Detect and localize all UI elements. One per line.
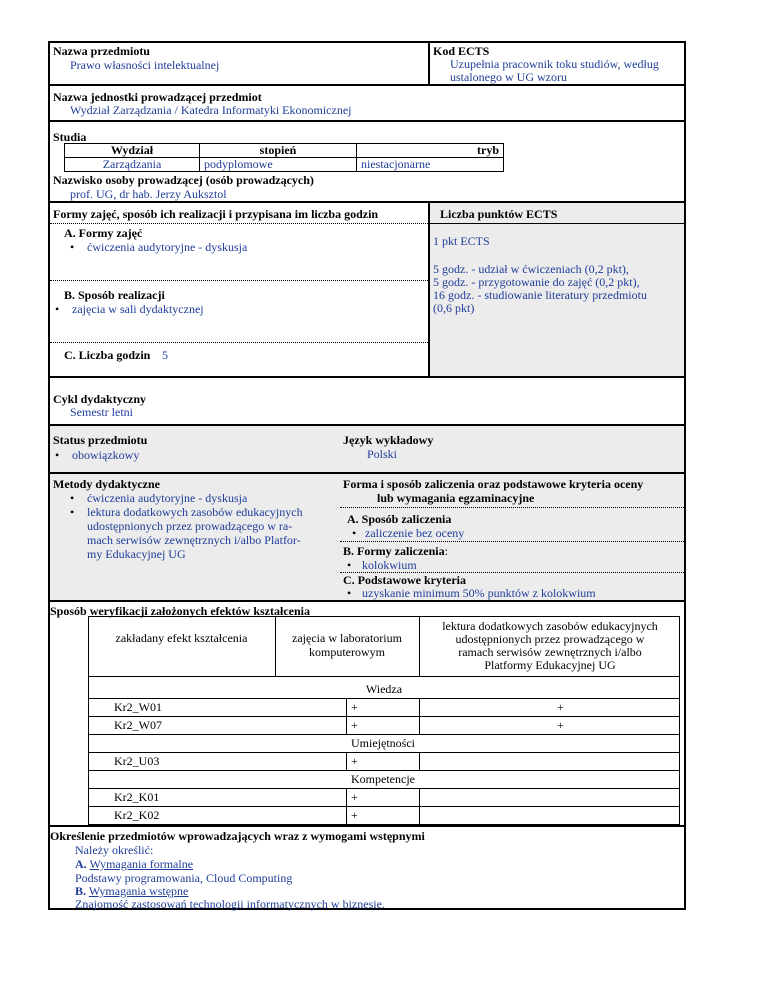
- row-code: Kr2_K01: [114, 790, 160, 804]
- forma-zal-a-item: zaliczenie bez oceny: [365, 526, 465, 540]
- bullet-icon: •: [70, 240, 75, 254]
- bullet-icon: •: [347, 586, 352, 600]
- status-value: obowiązkowy: [72, 448, 140, 462]
- punkty-line-4: (0,6 pkt): [433, 301, 475, 315]
- studia-header-wydzial: Wydział: [65, 144, 200, 158]
- formy-c-value: 5: [162, 348, 168, 362]
- weryfikacja-col1-header: zakładany efekt kształcenia: [115, 631, 248, 645]
- cykl-value: Semestr letni: [70, 405, 133, 419]
- studia-header-stopien: stopień: [200, 144, 357, 158]
- weryfikacja-col3-header-3: ramach serwisów zewnętrznych i/albo: [458, 645, 642, 659]
- prowadzacy-value: prof. UG, dr hab. Jerzy Auksztol: [70, 187, 227, 201]
- weryfikacja-col3-header-2: udostępnionych przez prowadzącego w: [455, 632, 645, 646]
- row-c3: +: [557, 700, 564, 714]
- forma-zal-b-label: B. Formy zaliczenia: [343, 544, 445, 558]
- przedmiot-value: Prawo własności intelektualnej: [70, 58, 220, 72]
- jednostka-label: Nazwa jednostki prowadzącej przedmiot: [53, 90, 262, 104]
- section-wiedza: Wiedza: [365, 682, 403, 696]
- row-code: Kr2_K02: [114, 808, 160, 822]
- punkty-line-2: 5 godz. - przygotowanie do zajęć (0,2 pkt),: [433, 275, 640, 289]
- row-c2: +: [351, 718, 358, 732]
- punkty-line-3: 16 godz. - studiowanie literatury przedmiotu: [433, 288, 647, 302]
- formy-c-label: C. Liczba godzin: [64, 348, 151, 362]
- wprowadzajace-b-prefix: B.: [75, 884, 87, 898]
- section-umiejetnosci: Umiejętności: [351, 736, 415, 750]
- ects-code-value-2: ustalonego w UG wzoru: [450, 70, 567, 84]
- punkty-line-1: 5 godz. - udział w ćwiczeniach (0,2 pkt),: [433, 262, 629, 276]
- forma-zal-b-colon: :: [444, 544, 448, 558]
- bullet-icon: •: [55, 302, 60, 316]
- ects-code-value-1: Uzupełnia pracownik toku studiów, według: [450, 57, 659, 71]
- metody-item-1: ćwiczenia audytoryjne - dyskusja: [87, 491, 248, 505]
- wprowadzajace-b: [75, 884, 188, 898]
- punkty-value: 1 pkt ECTS: [433, 234, 490, 248]
- jednostka-value: Wydział Zarządzania / Katedra Informatyki Ekonomicznej: [70, 103, 352, 117]
- wprowadzajace-b-value: Znajomość zastosowań technologii informatycznych w biznesie.: [75, 897, 385, 911]
- row-c2: +: [351, 700, 358, 714]
- forma-zal-b-label-wrap: [343, 544, 448, 558]
- formy-a-label: A. Formy zajęć: [64, 226, 143, 240]
- jezyk-label: Język wykładowy: [343, 433, 434, 447]
- bullet-icon: •: [55, 448, 60, 462]
- row-code: Kr2_W01: [114, 700, 162, 714]
- forma-zal-c-item: uzyskanie minimum 50% punktów z kolokwium: [362, 586, 596, 600]
- row-code: Kr2_W07: [114, 718, 162, 732]
- row-c2: +: [351, 754, 358, 768]
- ects-code-label: Kod ECTS: [433, 44, 490, 58]
- studia-value-wydzial: Zarządzania: [65, 158, 200, 172]
- wprowadzajace-a: [75, 857, 193, 871]
- forma-zal-label-1: Forma i sposób zaliczenia oraz podstawowe kryteria oceny: [343, 477, 644, 491]
- weryfikacja-label: Sposób weryfikacji założonych efektów kształcenia: [50, 604, 310, 618]
- forma-zal-c-label: C. Podstawowe kryteria: [343, 573, 466, 587]
- formy-label: Formy zajęć, sposób ich realizacji i przypisana im liczba godzin: [53, 207, 379, 221]
- studia-label: Studia: [53, 130, 87, 144]
- bullet-icon: •: [347, 558, 352, 572]
- row-c3: +: [557, 718, 564, 732]
- bullet-icon: •: [352, 526, 357, 540]
- punkty-label: Liczba punktów ECTS: [440, 207, 558, 221]
- prowadzacy-label: Nazwisko osoby prowadzącej (osób prowadzących): [53, 173, 314, 187]
- forma-zal-a-label: A. Sposób zaliczenia: [347, 512, 452, 526]
- wprowadzajace-a-prefix: A.: [75, 857, 87, 871]
- section-kompetencje: Kompetencje: [351, 772, 415, 786]
- status-label: Status przedmiotu: [53, 433, 148, 447]
- wprowadzajace-a-label: Wymagania formalne: [89, 857, 194, 871]
- row-c2: +: [351, 790, 358, 804]
- studia-value-tryb: niestacjonarne: [357, 158, 504, 172]
- wprowadzajace-label: Określenie przedmiotów wprowadzających wraz z wymogami wstępnymi: [50, 829, 425, 843]
- formy-b-item: zajęcia w sali dydaktycznej: [72, 302, 204, 316]
- bullet-icon: •: [70, 505, 75, 519]
- wprowadzajace-b-label: Wymagania wstępne: [88, 884, 189, 898]
- formy-b-label: B. Sposób realizacji: [64, 288, 165, 302]
- metody-label: Metody dydaktyczne: [53, 477, 160, 491]
- metody-item-2-line-2: udostępnionych przez prowadzącego w ra-: [87, 519, 293, 533]
- studia-table: [64, 143, 504, 172]
- wprowadzajace-intro: Należy określić:: [75, 843, 154, 857]
- metody-item-2-line-1: lektura dodatkowych zasobów edukacyjnych: [87, 505, 303, 519]
- weryfikacja-col3-header-4: Platformy Edukacyjnej UG: [484, 658, 616, 672]
- forma-zal-b-item: kolokwium: [362, 558, 417, 572]
- formy-a-item: ćwiczenia audytoryjne - dyskusja: [87, 240, 248, 254]
- forma-zal-label-2: lub wymagania egzaminacyjne: [377, 491, 535, 505]
- metody-item-2-line-4: my Edukacyjnej UG: [87, 547, 186, 561]
- row-code: Kr2_U03: [114, 754, 160, 768]
- przedmiot-label: Nazwa przedmiotu: [53, 44, 150, 58]
- cykl-label: Cykl dydaktyczny: [53, 392, 147, 406]
- wprowadzajace-a-value: Podstawy programowania, Cloud Computing: [75, 871, 293, 885]
- jezyk-value: Polski: [367, 447, 398, 461]
- studia-header-tryb: tryb: [357, 144, 504, 158]
- studia-value-stopien: podyplomowe: [200, 158, 357, 172]
- row-c2: +: [351, 808, 358, 822]
- weryfikacja-col2-header-1: zajęcia w laboratorium: [292, 631, 402, 645]
- weryfikacja-col3-header-1: lektura dodatkowych zasobów edukacyjnych: [442, 619, 658, 633]
- weryfikacja-col2-header-2: komputerowym: [309, 645, 385, 659]
- metody-item-2-line-3: mach serwisów zewnętrznych i/albo Platfor-: [87, 533, 301, 547]
- bullet-icon: •: [70, 491, 75, 505]
